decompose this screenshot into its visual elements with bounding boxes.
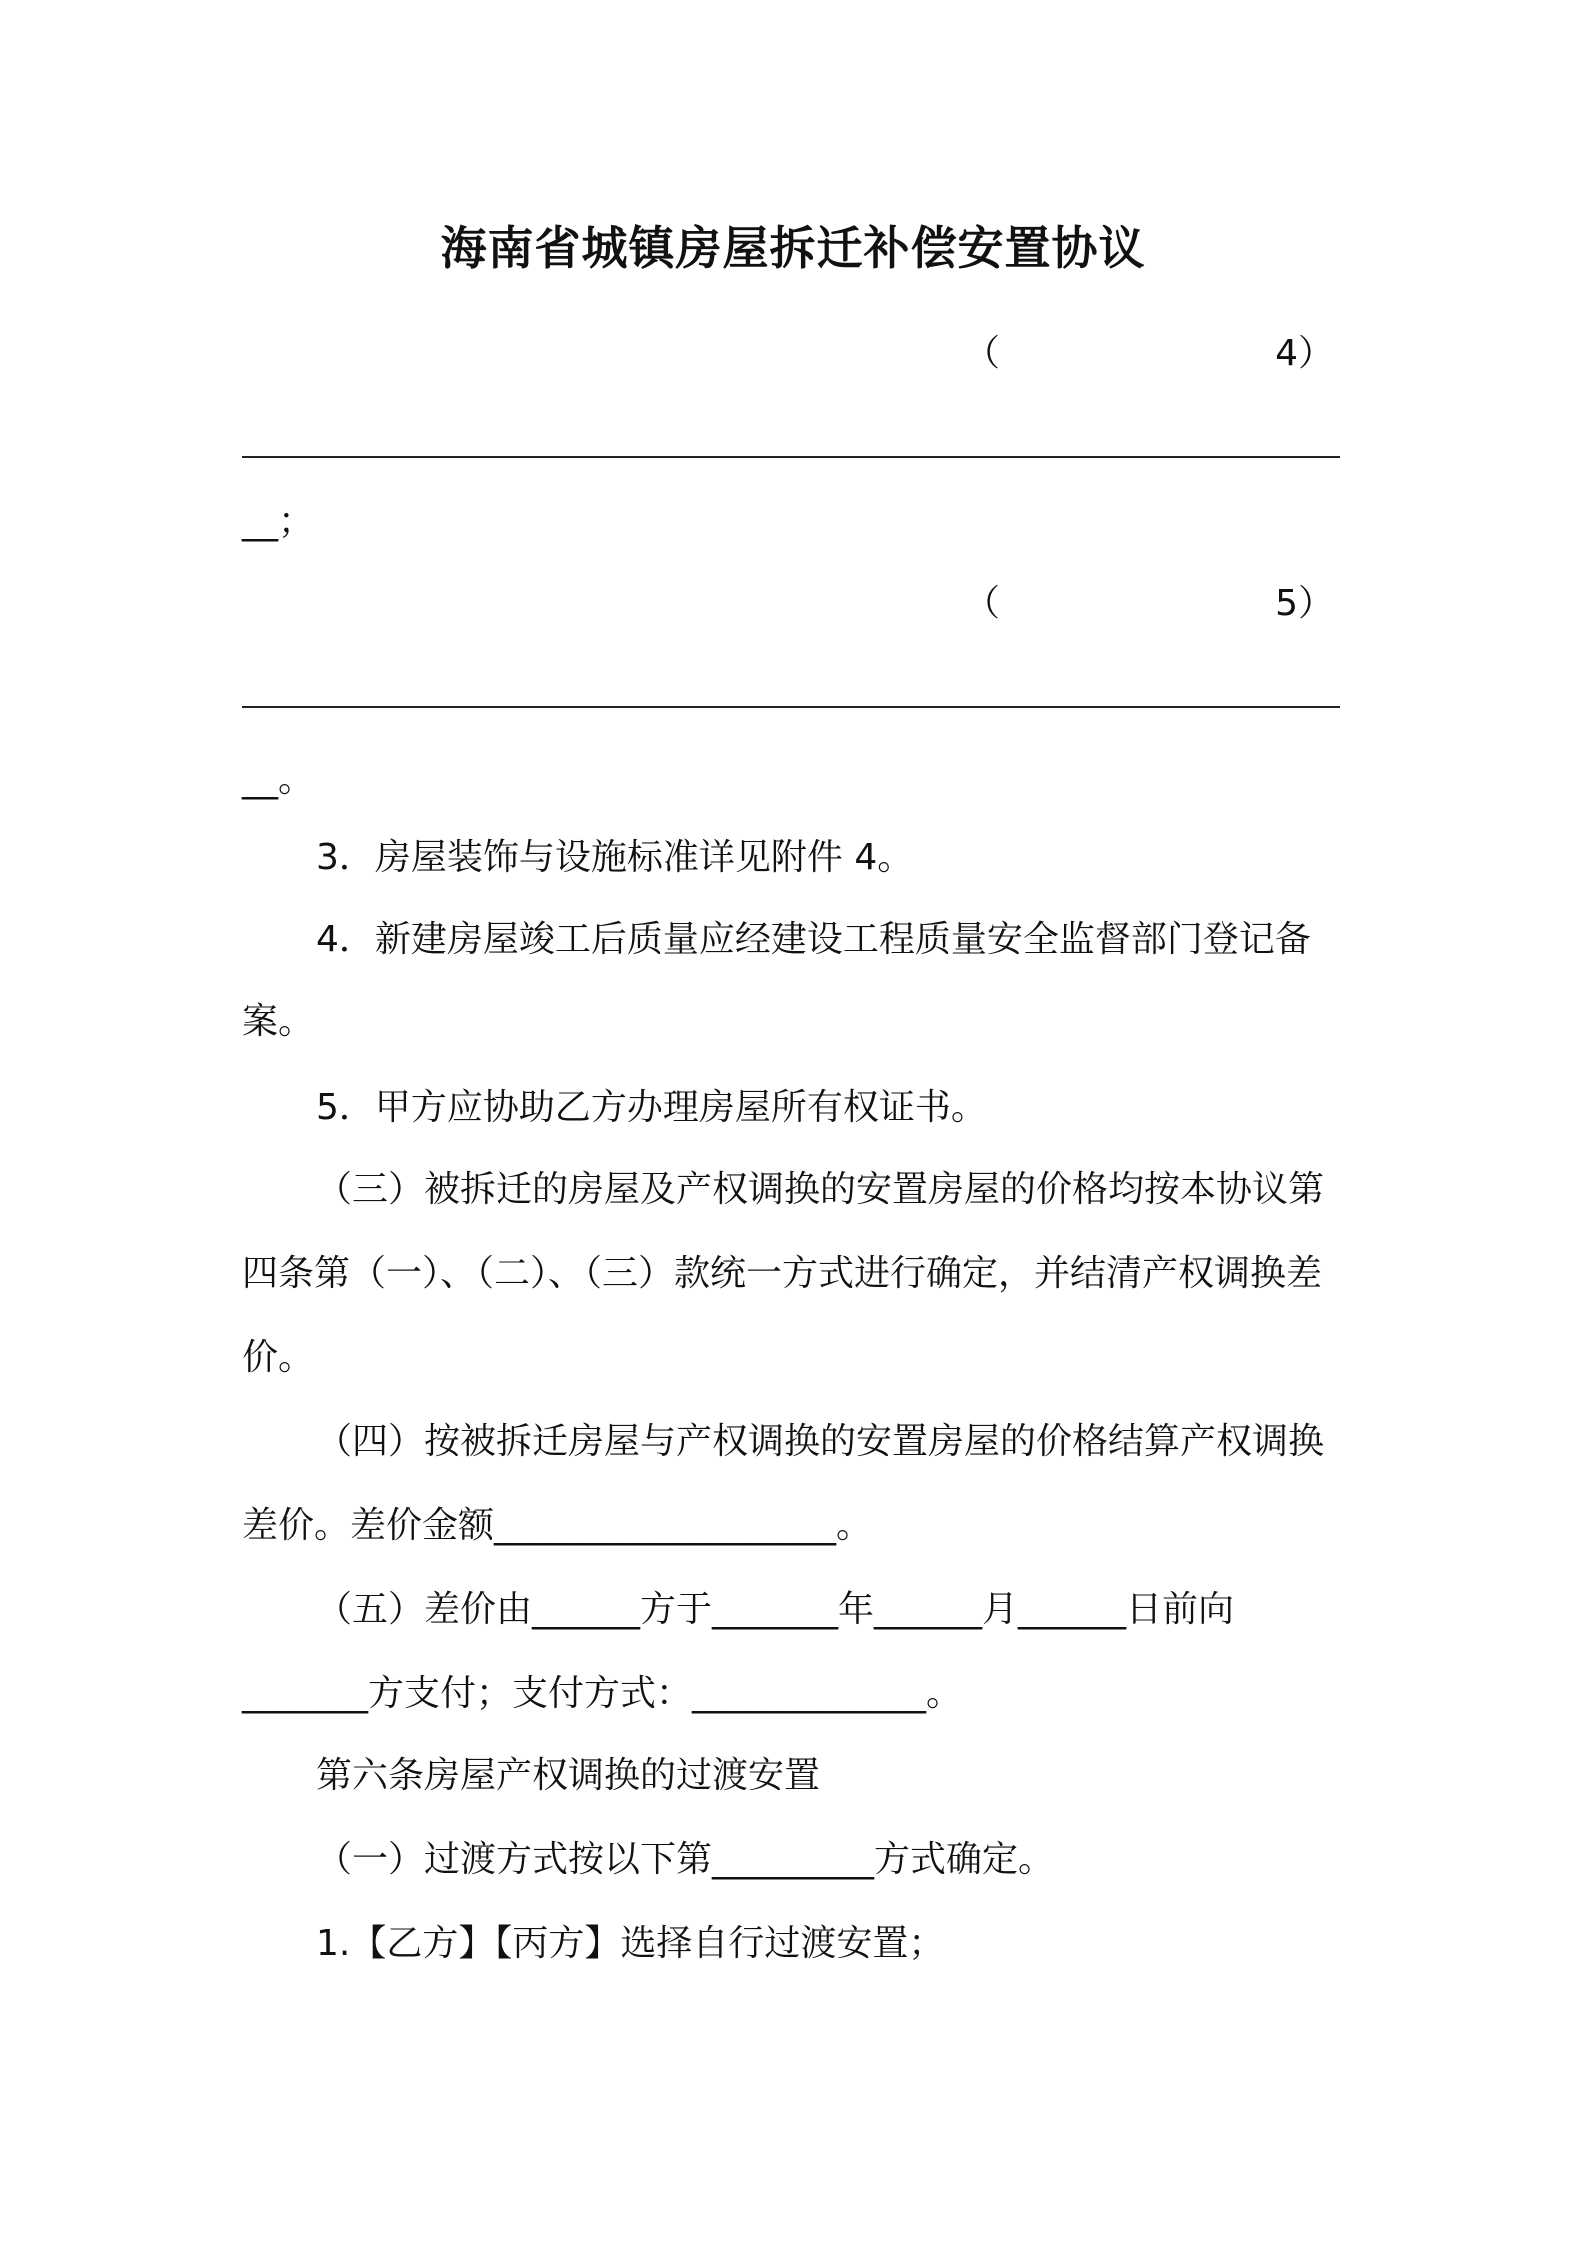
transition-option-1: 1.【乙方】【丙方】选择自行过渡安置； [316,1923,945,1964]
item-4-label: 4） [1275,333,1334,374]
section-4-line-2: 差价。差价金额___________________。 [242,1505,873,1546]
item-5-open-paren: （ [964,583,1001,624]
paragraph-5: 5．甲方应协助乙方办理房屋所有权证书。 [316,1087,987,1128]
item-4-blank-tail: __； [242,501,315,542]
section-3-line-3: 价。 [242,1337,315,1378]
section-4-line-1: （四）按被拆迁房屋与产权调换的安置房屋的价格结算产权调换 [316,1421,1325,1462]
page-title: 海南省城镇房屋拆迁补偿安置协议 [440,221,1146,275]
article-6-heading: 第六条房屋产权调换的过渡安置 [316,1755,821,1796]
section-3-line-2: 四条第（一）、（二）、（三）款统一方式进行确定，并结清产权调换差 [242,1253,1323,1294]
item-5-label: 5） [1275,583,1334,624]
item-5-blank-line [242,706,1340,708]
section-5-line-1: （五）差价由______方于_______年______月______日前向 [316,1589,1235,1630]
paragraph-4-line-2: 案。 [242,1001,315,1042]
paragraph-4-line-1: 4．新建房屋竣工后质量应经建设工程质量安全监督部门登记备 [316,919,1311,960]
item-4-open-paren: （ [964,333,1001,374]
item-4-blank-line [242,456,1340,458]
section-5-line-2: _______方支付；支付方式：_____________。 [242,1673,963,1714]
transition-clause-1: （一）过渡方式按以下第_________方式确定。 [316,1839,1055,1880]
paragraph-3: 3．房屋装饰与设施标准详见附件 4。 [316,837,914,878]
item-5-blank-tail: __。 [242,759,315,800]
section-3-line-1: （三）被拆迁的房屋及产权调换的安置房屋的价格均按本协议第 [316,1169,1325,1210]
